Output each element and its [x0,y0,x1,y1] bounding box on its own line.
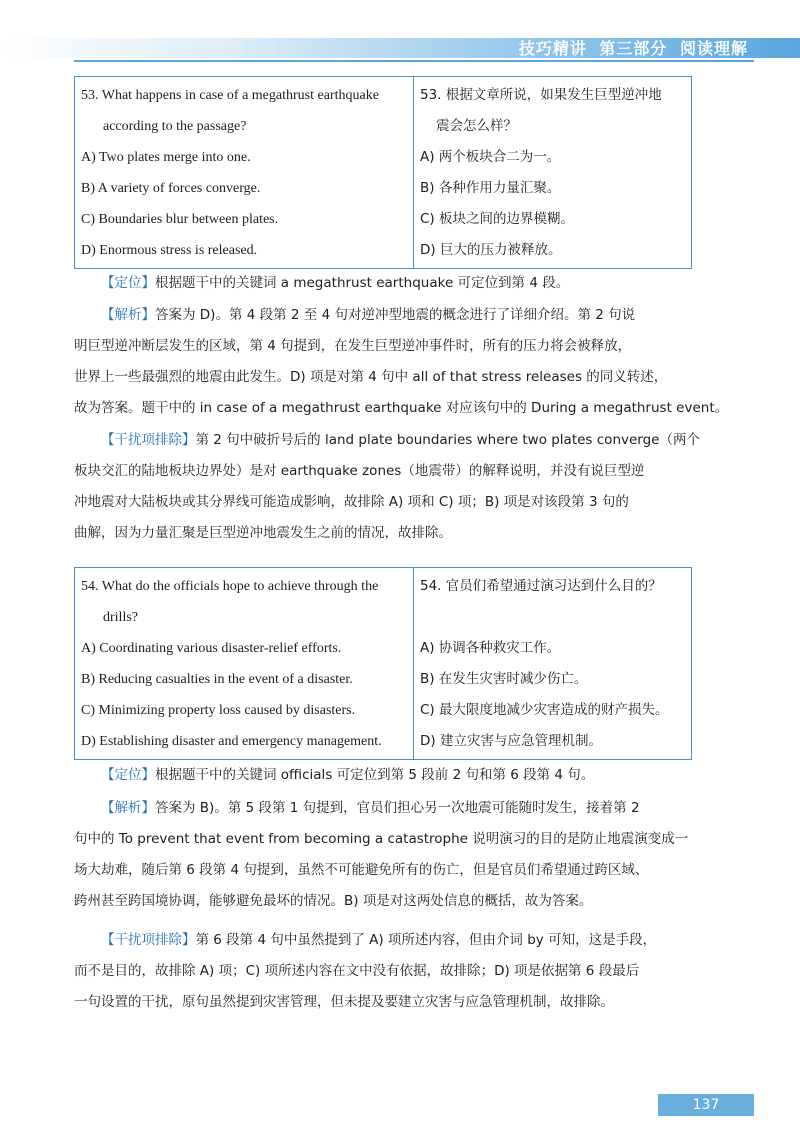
option-a: A) Two plates merge into one. [81,150,251,165]
question-54-table [74,567,692,760]
analysis-tag: 【解析】 [101,307,155,323]
option-b: B) 在发生灾害时减少伤亡。 [420,671,588,687]
locate-tag: 【定位】 [101,767,155,783]
question-stem: 53. 根据文章所说，如果发生巨型逆冲地 [420,87,662,103]
question-54-english [75,568,414,760]
q54-analysis-paragraph: 【解析】答案为 B)。第 5 段第 1 句提到，官员们担心另一次地震可能随时发生，接着第 2 句中的 To prevent that event from becoming a catastrophe 说明演习的目的是防止地震演变成一 场大劫难，随后第 6 段第 4 句提到，虽然不可能避免所有的伤亡，但是官员们希望通过跨区域、 跨州甚至跨国境协调，能够避免最坏的情况。B) 项是对这两处信息的概括，故为答案。 [74,800,689,909]
exclusion-tag: 【干扰项排除】 [101,432,196,448]
option-a: A) Coordinating various disaster-relief efforts. [81,641,342,656]
question-53-table [74,76,692,269]
section-title: 技巧精讲 第三部分 阅读理解 [518,39,748,58]
question-stem: according to the passage? [103,119,247,134]
page-number: 137 [658,1094,754,1116]
option-b: B) 各种作用力量汇聚。 [420,180,561,196]
option-c: C) 最大限度地减少灾害造成的财产损失。 [420,702,669,718]
table-row [75,77,692,269]
option-d: D) Enormous stress is released. [81,243,258,258]
question-53-chinese [414,77,692,269]
option-c: C) 板块之间的边界模糊。 [420,211,574,227]
exclusion-tag: 【干扰项排除】 [101,932,196,948]
question-stem: 53. What happens in case of a megathrust earthquake [81,88,379,103]
question-stem: drills? [103,610,138,625]
q53-analysis-paragraph: 【解析】答案为 D)。第 4 段第 2 至 4 句对逆冲型地震的概念进行了详细介绍。第 2 句说 明巨型逆冲断层发生的区域，第 4 句提到，在发生巨型逆冲事件时，所有的压力将会被释放， 世界上一些最强烈的地震由此发生。D) 项是对第 4 句中 all of that stress releases 的同义转述， 故为答案。题干中的 in case of a megathrust earthquake 对应该句中的 During a megathrust event。 [74,307,729,416]
header-divider [74,60,754,62]
q53-locate-paragraph: 【定位】根据题干中的关键词 a megathrust earthquake 可定位到第 4 段。 [101,275,570,291]
q54-locate-paragraph: 【定位】根据题干中的关键词 officials 可定位到第 5 段前 2 句和第 6 段第 4 句。 [101,767,595,783]
analysis-tag: 【解析】 [101,800,155,816]
q54-exclusion-paragraph: 【干扰项排除】第 6 段第 4 句中虽然提到了 A) 项所述内容，但由介词 by 可知，这是手段， 而不是目的，故排除 A) 项；C) 项所述内容在文中没有依据，故排除；D) 项是依据第 6 段最后 一句设置的干扰，原句虽然提到灾害管理，但未提及要建立灾害与应急管理机制，故排除。 [74,932,657,1010]
option-a: A) 两个板块合二为一。 [420,149,561,165]
option-d: D) 建立灾害与应急管理机制。 [420,733,602,749]
locate-tag: 【定位】 [101,275,155,291]
option-b: B) A variety of forces converge. [81,181,261,196]
option-c: C) Boundaries blur between plates. [81,212,279,227]
option-b: B) Reducing casualties in the event of a disaster. [81,672,353,687]
question-54-chinese [414,568,692,760]
question-stem: 54. 官员们希望通过演习达到什么目的？ [420,578,662,594]
option-a: A) 协调各种救灾工作。 [420,640,561,656]
question-stem: 54. What do the officials hope to achieve through the [81,579,379,594]
question-stem: 震会怎么样？ [436,118,517,134]
question-53-english [75,77,414,269]
q53-exclusion-paragraph: 【干扰项排除】第 2 句中破折号后的 land plate boundaries where two plates converge（两个 板块交汇的陆地板块边界处）是对 earthquake zones（地震带）的解释说明，并没有说巨型逆 冲地震对大陆板块或其分界线可能造成影响，故排除 A) 项和 C) 项；B) 项是对该段第 3 句的 曲解，因为力量汇聚是巨型逆冲地震发生之前的情况，故排除。 [74,432,700,541]
option-c: C) Minimizing property loss caused by disasters. [81,703,356,718]
option-d: D) Establishing disaster and emergency management. [81,734,382,749]
table-row [75,568,692,760]
option-d: D) 巨大的压力被释放。 [420,242,562,258]
